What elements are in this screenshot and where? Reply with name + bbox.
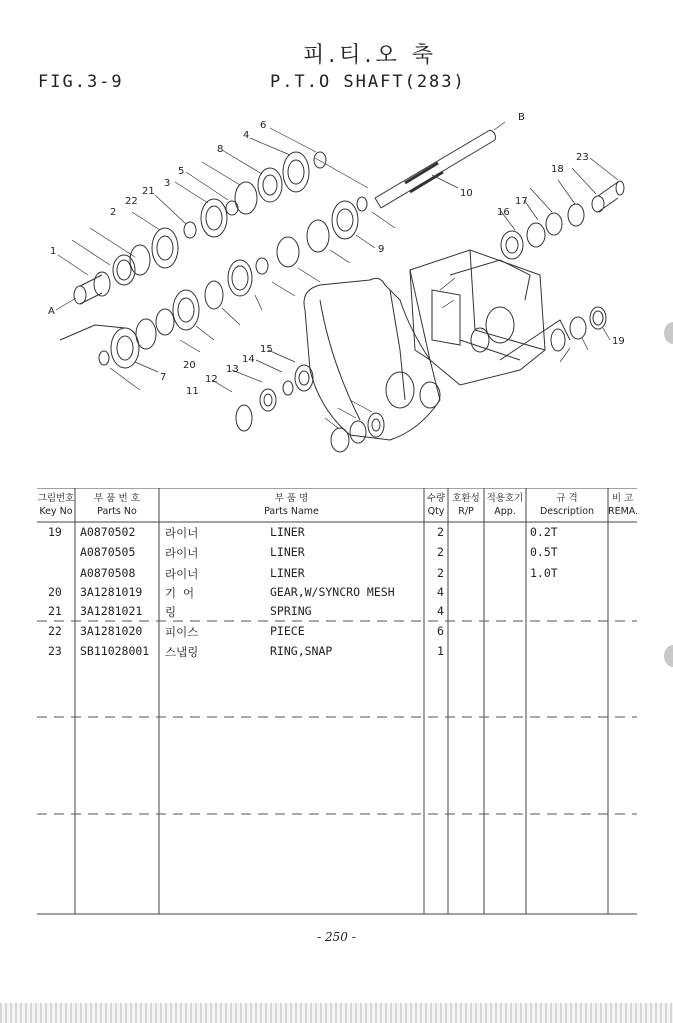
callout-11: 11 (186, 386, 199, 397)
key-no: 23 (48, 644, 62, 658)
callout-18: 18 (551, 164, 564, 175)
key-no: 20 (48, 585, 62, 599)
header-rp: 호환성 R/P (452, 493, 480, 517)
description: 0.5T (530, 545, 558, 559)
page-number: - 250 - (317, 930, 356, 944)
header-remarks: 비 고 REMA. (608, 493, 639, 517)
parts-name: LINER (270, 566, 305, 580)
figure-number: FIG.3-9 (38, 72, 124, 92)
qty: 4 (437, 585, 444, 599)
parts-name-kr: 라이너 (165, 567, 199, 581)
parts-no: A0870508 (80, 566, 136, 580)
parts-no: 3A1281020 (80, 624, 143, 638)
parts-name: RING,SNAP (270, 644, 333, 658)
middle-gear-group-drawing (173, 197, 367, 330)
scan-edge (0, 1003, 673, 1023)
header-qty: 수량 Qty (426, 493, 446, 517)
callout-21: 21 (142, 186, 155, 197)
callout-17: 17 (515, 196, 528, 207)
parts-no: 3A1281021 (80, 604, 143, 618)
qty: 4 (437, 604, 444, 618)
callout-6: 6 (260, 120, 267, 131)
key-no: 19 (48, 525, 62, 539)
header-key-no: 그림번호 Key No (37, 493, 75, 517)
qty: 2 (437, 545, 444, 559)
callout-23: 23 (576, 152, 589, 163)
header-app: 적용호기 App. (486, 493, 524, 517)
callout-14: 14 (242, 354, 255, 365)
parts-name: SPRING (270, 604, 312, 618)
parts-name-kr: 스냅링 (165, 645, 199, 659)
key-no: 21 (48, 604, 62, 618)
parts-name: LINER (270, 545, 305, 559)
description: 0.2T (530, 525, 558, 539)
callout-12: 12 (205, 374, 218, 385)
callout-19: 19 (612, 336, 625, 347)
exploded-parts-diagram (0, 100, 673, 470)
pto-shaft-drawing (375, 130, 495, 208)
parts-name-kr: 링 (165, 605, 177, 619)
callout-a: A (48, 306, 55, 317)
parts-name-kr: 라이너 (165, 526, 199, 540)
left-shaft-hub-drawing (74, 152, 326, 304)
callout-4: 4 (243, 130, 250, 141)
callout-10: 10 (460, 188, 473, 199)
header-description: 규 격 Description (539, 493, 595, 517)
parts-name-kr: 기 어 (165, 586, 195, 600)
parts-no: 3A1281019 (80, 585, 143, 599)
qty: 2 (437, 566, 444, 580)
callout-b: B (518, 112, 525, 123)
callout-8: 8 (217, 144, 224, 155)
callout-13: 13 (226, 364, 239, 375)
parts-name-kr: 피이스 (165, 625, 199, 639)
callout-3: 3 (164, 178, 171, 189)
callout-9: 9 (378, 244, 385, 255)
callout-15: 15 (260, 344, 273, 355)
page-title-english: P.T.O SHAFT(283) (270, 72, 466, 92)
qty: 2 (437, 525, 444, 539)
callout-20: 20 (183, 360, 196, 371)
callout-5: 5 (178, 166, 185, 177)
lower-left-gear-group-drawing (60, 309, 174, 368)
header-parts-no: 부 품 번 호 Parts No (94, 493, 140, 517)
callout-2: 2 (110, 207, 117, 218)
callout-22: 22 (125, 196, 138, 207)
parts-name: PIECE (270, 624, 305, 638)
lower-bearing-group-drawing (236, 365, 384, 452)
callout-16: 16 (497, 207, 510, 218)
qty: 6 (437, 624, 444, 638)
page-title-korean: 피.티.오 축 (303, 43, 437, 68)
binder-hole (664, 645, 673, 667)
parts-no: A0870505 (80, 545, 136, 559)
parts-name: GEAR,W/SYNCRO MESH (270, 585, 395, 599)
parts-name: LINER (270, 525, 305, 539)
callout-1: 1 (50, 246, 57, 257)
qty: 1 (437, 644, 444, 658)
parts-no: A0870502 (80, 525, 136, 539)
parts-name-kr: 라이너 (165, 546, 199, 560)
key-no: 22 (48, 624, 62, 638)
description: 1.0T (530, 566, 558, 580)
callout-7: 7 (160, 372, 167, 383)
header-parts-name: 부 품 명 Parts Name (264, 493, 319, 517)
parts-no: SB11028001 (80, 644, 150, 658)
